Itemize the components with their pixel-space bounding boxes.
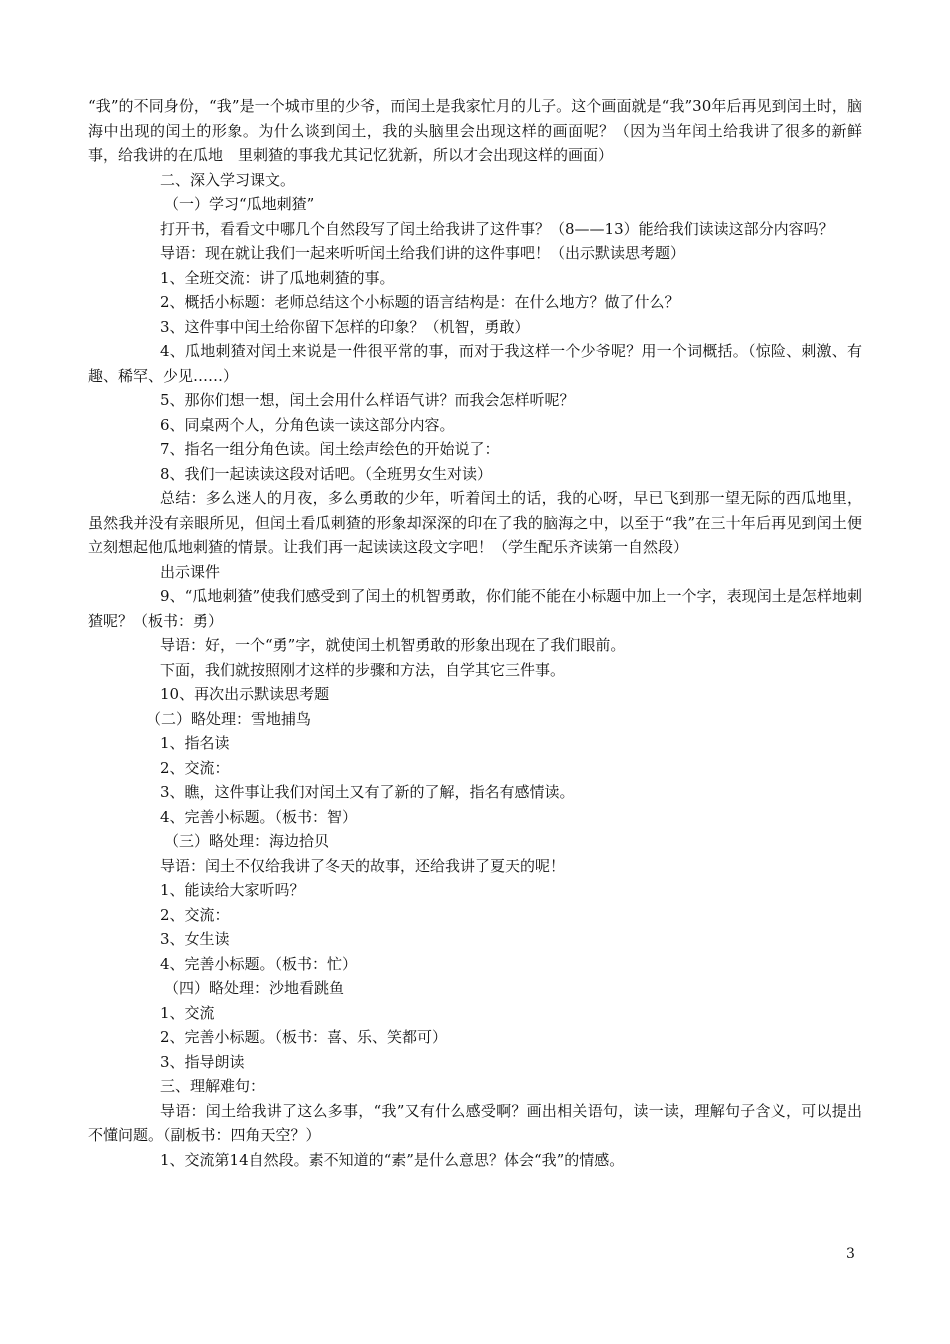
paragraph: 打开书，看看文中哪几个自然段写了闰土给我讲了这件事？（8——13）能给我们读读这部分内容吗？	[160, 219, 834, 238]
paragraph: 导语：闰土不仅给我讲了冬天的故事，还给我讲了夏天的呢！	[160, 856, 566, 875]
paragraph: 导语：闰土给我讲了这么多事，“我”又有什么感受啊？画出相关语句，读一读，理解句子含义，可以提出不懂问题。（副板书：四角天空？）	[88, 1101, 862, 1144]
paragraph: 9、“瓜地刺猹”使我们感受到了闰土的机智勇敢，你们能不能在小标题中加上一个字，表现闰土是怎样地刺猹呢？（板书：勇）	[88, 587, 862, 630]
paragraph: 10、再次出示默读思考题	[160, 685, 330, 703]
paragraph: 1、交流第14自然段。素不知道的“素”是什么意思？体会“我”的情感。	[160, 1150, 625, 1169]
paragraph: 下面，我们就按照刚才这样的步骤和方法，自学其它三件事。	[160, 660, 566, 679]
paragraph: 2、概括小标题：老师总结这个小标题的语言结构是：在什么地方？做了什么？	[160, 293, 680, 311]
paragraph: （一）学习“瓜地刺猹”	[164, 195, 315, 213]
paragraph: 4、完善小标题。（板书：智）	[160, 807, 358, 826]
paragraph: 5、那你们想一想，闰土会用什么样语气讲？而我会怎样听呢？	[160, 391, 575, 409]
paragraph: 三、理解难句：	[160, 1077, 266, 1095]
document-body	[88, 94, 862, 1172]
paragraph: 1、全班交流：讲了瓜地刺猹的事。	[160, 268, 395, 287]
paragraph: 4、瓜地刺猹对闰土来说是一件很平常的事，而对于我这样一个少爷呢？用一个词概括。（惊险、刺激、有趣、稀罕、少见……）	[88, 342, 862, 385]
paragraph: 1、能读给大家听吗？	[160, 881, 305, 899]
paragraph: 7、指名一组分角色读。闰土绘声绘色的开始说了：	[160, 440, 500, 458]
paragraph: 6、同桌两个人，分角色读一读这部分内容。	[160, 415, 455, 434]
paragraph: 1、交流	[160, 1003, 215, 1022]
paragraph: 2、交流：	[160, 905, 230, 924]
paragraph: 4、完善小标题。（板书：忙）	[160, 954, 358, 973]
paragraph: 8、我们一起读读这段对话吧。（全班男女生对读）	[160, 464, 493, 483]
paragraph: （三）略处理：海边拾贝	[164, 832, 330, 850]
paragraph: 1、指名读	[160, 734, 230, 752]
paragraph: （四）略处理：沙地看跳鱼	[164, 979, 345, 997]
paragraph: 3、这件事中闰土给你留下怎样的印象？（机智，勇敢）	[160, 317, 530, 336]
paragraph: 2、交流：	[160, 758, 230, 777]
paragraph: 2、完善小标题。（板书：喜、乐、笑都可）	[160, 1028, 448, 1046]
paragraph: 3、女生读	[160, 930, 230, 948]
paragraph: “我”的不同身份，“我”是一个城市里的少爷，而闰土是我家忙月的儿子。这个画面就是“我”30年后再见到闰土时，脑海中出现的闰土的形象。为什么谈到闰土，我的头脑里会出现这样的画面呢？（因为当年闰土给我讲了很多的新鲜事，给我讲的在瓜地 里刺猹的事我尤其记忆犹新，所以才会出现这样的画面）	[88, 97, 862, 164]
paragraph: 导语：好，一个“勇”字，就使闰土机智勇敢的形象出现在了我们眼前。	[160, 636, 626, 654]
paragraph: 二、深入学习课文。	[160, 170, 296, 189]
paragraph: 总结：多么迷人的月夜，多么勇敢的少年，听着闰土的话，我的心呀，早已飞到那一望无际的西瓜地里，虽然我并没有亲眼所见，但闰土看瓜刺猹的形象却深深的印在了我的脑海之中，以至于“我”在三十年后再见到闰土便立刻想起他瓜地刺猹的情景。让我们再一起读读这段文字吧！（学生配乐齐读第一自然段）	[88, 489, 862, 556]
page-number: 3	[846, 1246, 855, 1262]
paragraph: 出示课件	[160, 562, 221, 581]
paragraph: 导语：现在就让我们一起来听听闰土给我们讲的这件事吧！（出示默读思考题）	[160, 244, 686, 262]
paragraph: （二）略处理：雪地捕鸟	[146, 709, 312, 728]
paragraph: 3、瞧，这件事让我们对闰土又有了新的了解，指名有感情读。	[160, 783, 575, 801]
paragraph: 3、指导朗读	[160, 1052, 245, 1071]
